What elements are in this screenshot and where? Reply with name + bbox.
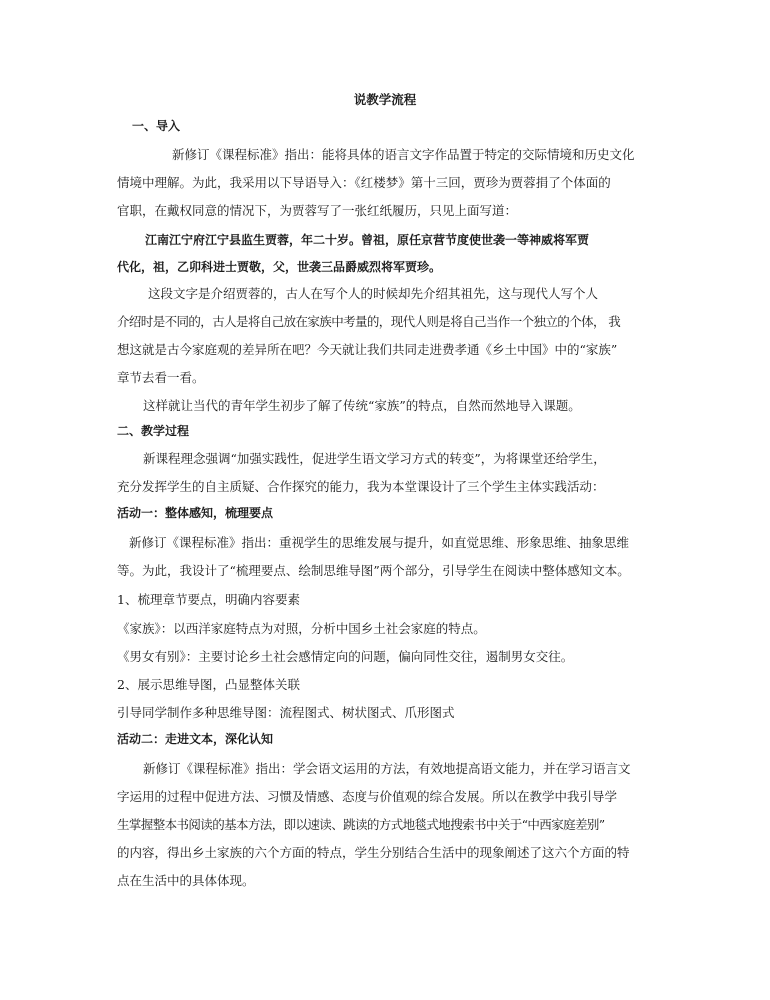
paragraph-line: 官职，在戴权同意的情况下，为贾蓉写了一张红纸履历，只见上面写道： (117, 203, 518, 218)
section-heading-intro: 一、导入 (132, 119, 181, 133)
paragraph-line: 章节去看一看。 (117, 370, 205, 385)
paragraph-line: 这段文字是介绍贾蓉的，古人在写个人的时候却先介绍其祖先，这与现代人写个人 (148, 286, 599, 301)
paragraph-line: 这样就让当代的青年学生初步了解了传统“家族”的特点，自然而然地导入课题。 (143, 398, 581, 413)
paragraph-line: 点在生活中的具体体现。 (117, 873, 255, 888)
paragraph-line: 新修订《课程标准》指出：能将具体的语言文字作品置于特定的交际情境和历史文化 (172, 147, 635, 162)
list-item: 2、展示思维导图，凸显整体关联 (117, 677, 300, 692)
list-item: 《家族》：以西洋家庭特点为对照，分析中国乡土社会家庭的特点。 (117, 621, 486, 636)
paragraph-line: 想这就是古今家庭观的差异所在吧？今天就让我们共同走进费孝通《乡土中国》中的“家族” (117, 342, 618, 357)
quote-line: 代化，祖，乙卯科进士贾敬，父，世袭三品爵威烈将军贾珍。 (117, 260, 442, 274)
paragraph-line: 新课程理念强调“加强实践性，促进学生语文学习方式的转变”，为将课堂还给学生， (143, 451, 606, 466)
quote-line: 江南江宁府江宁县监生贾蓉，年二十岁。曾祖，原任京营节度使世袭一等神威将军贾 (145, 233, 590, 247)
paragraph-line: 新修订《课程标准》指出：重视学生的思维发展与提升，如直觉思维、形象思维、抽象思维 (129, 535, 630, 550)
paragraph-line: 新修订《课程标准》指出：学会语文运用的方法，有效地提高语文能力，并在学习语言文 (143, 761, 631, 776)
paragraph-line: 的内容，得出乡土家族的六个方面的特点，学生分别结合生活中的现象阐述了这六个方面的特 (117, 845, 630, 860)
paragraph-line: 生掌握整本书阅读的基本方法，即以速读、跳读的方式地毯式地搜索书中关于“中西家庭差别” (117, 817, 605, 832)
paragraph-line: 字运用的过程中促进方法、习惯及情感、态度与价值观的综合发展。所以在教学中我引导学 (117, 789, 618, 804)
list-item: 《男女有别》：主要讨论乡土社会感情定向的问题，偏向同性交往，遏制男女交往。 (117, 649, 574, 664)
activity-heading-2: 活动二：走进文本，深化认知 (117, 732, 274, 746)
page-title: 说教学流程 (353, 92, 417, 107)
paragraph-line: 等。为此，我设计了“梳理要点、绘制思维导图”两个部分，引导学生在阅读中整体感知文本。 (117, 563, 630, 578)
paragraph-line: 充分发挥学生的自主质疑、合作探究的能力，我为本堂课设计了三个学生主体实践活动： (117, 479, 605, 494)
section-heading-process: 二、教学过程 (117, 424, 190, 438)
paragraph-line: 情境中理解。为此，我采用以下导语导入：《红楼梦》第十三回，贾珍为贾蓉捐了个体面的 (117, 175, 611, 190)
activity-heading-1: 活动一：整体感知，梳理要点 (117, 506, 274, 520)
list-item: 引导同学制作多种思维导图：流程图式、树状图式、爪形图式 (117, 705, 455, 720)
paragraph-line: 介绍时是不同的，古人是将自己放在家族中考量的，现代人则是将自己当作一个独立的个体， 我 (117, 314, 621, 329)
list-item: 1、梳理章节要点，明确内容要素 (117, 592, 300, 607)
